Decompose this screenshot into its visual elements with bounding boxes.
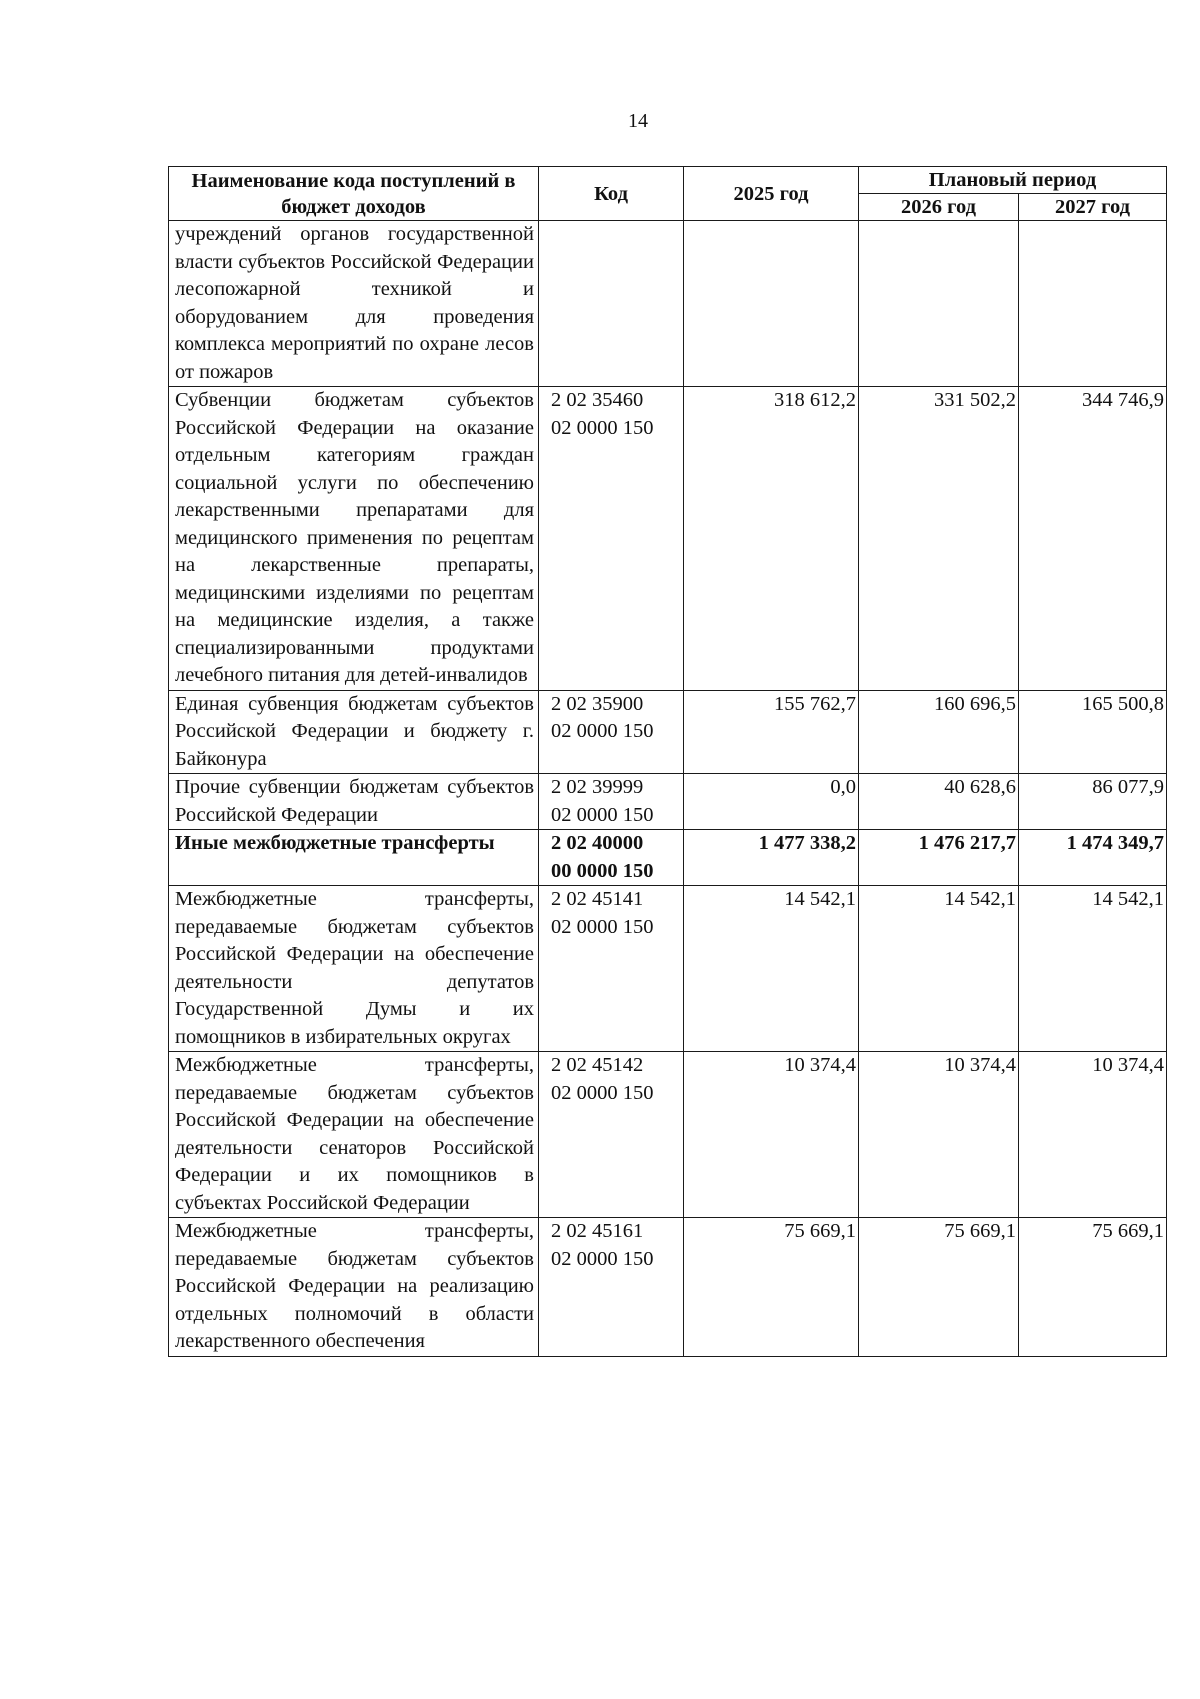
cell-amount-2027: 75 669,1 <box>1019 1218 1167 1357</box>
code-part-1: 2 02 35460 <box>551 389 644 411</box>
cell-amount-2026: 1 476 217,7 <box>859 830 1019 886</box>
cell-revenue-name: Межбюджетные трансферты, передаваемые бюджетам субъектов Российской Федерации на обеспечение деятельности депутатов Государственной Думы и их помощников в избирательных округах <box>169 886 539 1052</box>
cell-amount-2027: 344 746,9 <box>1019 387 1167 691</box>
cell-amount-2027: 10 374,4 <box>1019 1052 1167 1218</box>
cell-amount-2026: 160 696,5 <box>859 690 1019 774</box>
cell-code <box>539 774 684 830</box>
cell-amount-2027: 165 500,8 <box>1019 690 1167 774</box>
header-year-2025: 2025 год <box>684 167 859 221</box>
table-body <box>169 221 1167 1357</box>
code-part-1: 2 02 35900 <box>551 692 644 715</box>
code-part-2: 02 0000 150 <box>551 1247 654 1270</box>
cell-amount-2026: 75 669,1 <box>859 1218 1019 1357</box>
cell-amount-2027: 1 474 349,7 <box>1019 830 1167 886</box>
code-part-2: 02 0000 150 <box>551 915 654 938</box>
code-part-2: 02 0000 150 <box>551 1081 654 1104</box>
cell-revenue-name: Иные межбюджетные трансферты <box>169 830 539 886</box>
cell-code <box>539 387 684 691</box>
header-year-2026: 2026 год <box>859 194 1019 221</box>
cell-amount-2025: 155 762,7 <box>684 690 859 774</box>
cell-code <box>539 221 684 387</box>
code-part-2: 02 0000 150 <box>551 803 654 826</box>
cell-amount-2025 <box>684 221 859 387</box>
cell-amount-2026 <box>859 221 1019 387</box>
cell-code <box>539 886 684 1052</box>
budget-revenue-table <box>168 166 1167 1357</box>
code-part-1: 2 02 45141 <box>551 888 644 910</box>
code-part-2: 02 0000 150 <box>551 416 654 439</box>
header-name: Наименование кода поступлений в бюджет доходов <box>169 167 539 221</box>
table-row <box>169 830 1167 886</box>
header-planned-period: Плановый период <box>859 167 1167 194</box>
table-row <box>169 690 1167 774</box>
cell-code <box>539 1052 684 1218</box>
table-header <box>169 167 1167 221</box>
cell-amount-2026: 331 502,2 <box>859 387 1019 691</box>
page-number: 14 <box>628 110 648 132</box>
table-row <box>169 221 1167 387</box>
cell-revenue-name: Субвенции бюджетам субъектов Российской Федерации на оказание отдельным категориям граждан социальной услуги по обеспечению лекарственными препаратами для медицинского применения по рецептам на лекарственные препараты, медицинскими изделиями по рецептам на медицинские изделия, а также специализированными продуктами лечебного питания для детей-инвалидов <box>169 387 539 691</box>
table-row <box>169 387 1167 691</box>
cell-amount-2025: 318 612,2 <box>684 387 859 691</box>
cell-amount-2027: 86 077,9 <box>1019 774 1167 830</box>
cell-revenue-name: Прочие субвенции бюджетам субъектов Российской Федерации <box>169 774 539 830</box>
code-part-1: 2 02 45142 <box>551 1054 644 1076</box>
table-row <box>169 1218 1167 1357</box>
cell-amount-2026: 14 542,1 <box>859 886 1019 1052</box>
table-row <box>169 886 1167 1052</box>
code-part-1: 2 02 40000 <box>551 832 644 854</box>
cell-code <box>539 830 684 886</box>
header-year-2027: 2027 год <box>1019 194 1167 221</box>
cell-revenue-name: Единая субвенция бюджетам субъектов Российской Федерации и бюджету г. Байконура <box>169 690 539 774</box>
cell-amount-2026: 40 628,6 <box>859 774 1019 830</box>
code-part-1: 2 02 45161 <box>551 1220 644 1242</box>
cell-revenue-name: Межбюджетные трансферты, передаваемые бюджетам субъектов Российской Федерации на реализацию отдельных полномочий в области лекарственного обеспечения <box>169 1218 539 1357</box>
cell-amount-2025: 0,0 <box>684 774 859 830</box>
cell-amount-2025: 10 374,4 <box>684 1052 859 1218</box>
code-part-2: 00 0000 150 <box>551 859 654 882</box>
cell-amount-2025: 75 669,1 <box>684 1218 859 1357</box>
cell-amount-2026: 10 374,4 <box>859 1052 1019 1218</box>
cell-code <box>539 1218 684 1357</box>
code-part-2: 02 0000 150 <box>551 720 654 742</box>
table-row <box>169 1052 1167 1218</box>
cell-revenue-name: учреждений органов государственной власти субъектов Российской Федерации лесопожарной техникой и оборудованием для проведения комплекса мероприятий по охране лесов от пожаров <box>169 221 539 387</box>
cell-amount-2025: 1 477 338,2 <box>684 830 859 886</box>
cell-revenue-name: Межбюджетные трансферты, передаваемые бюджетам субъектов Российской Федерации на обеспечение деятельности сенаторов Российской Федерации и их помощников в субъектах Российской Федерации <box>169 1052 539 1218</box>
header-code: Код <box>539 167 684 221</box>
cell-amount-2027 <box>1019 221 1167 387</box>
cell-code <box>539 690 684 774</box>
cell-amount-2027: 14 542,1 <box>1019 886 1167 1052</box>
table-row <box>169 774 1167 830</box>
cell-amount-2025: 14 542,1 <box>684 886 859 1052</box>
code-part-1: 2 02 39999 <box>551 776 644 798</box>
